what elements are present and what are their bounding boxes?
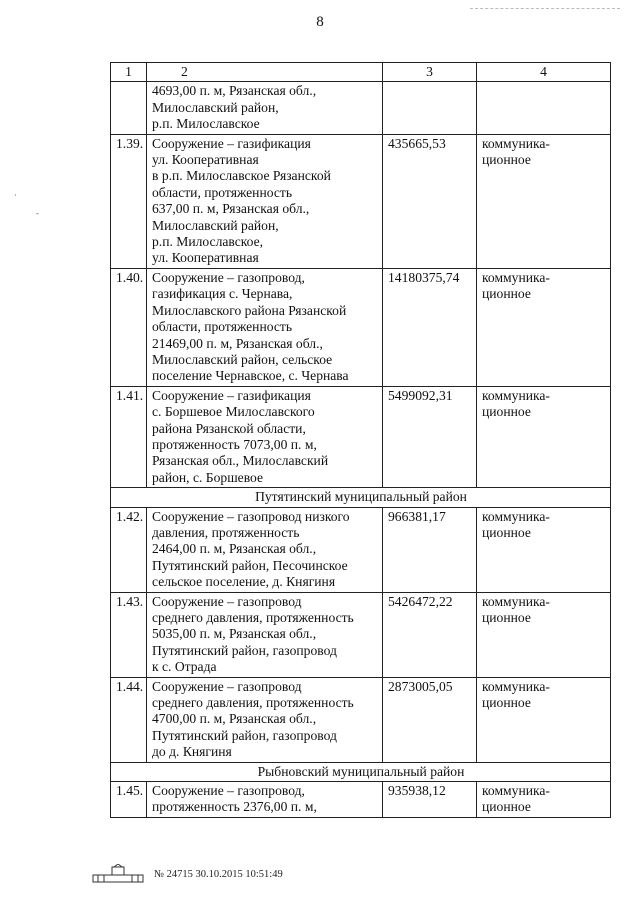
item-number: 1.40. <box>111 268 147 386</box>
item-number: 1.42. <box>111 507 147 592</box>
item-number <box>111 82 147 134</box>
item-value: 435665,53 <box>383 134 477 268</box>
table-header-row <box>111 63 611 82</box>
item-type: коммуника- ционное <box>477 782 611 818</box>
item-description: Сооружение – газификация с. Боршевое Милославского района Рязанской области, протяженность 7073,00 п. м, Рязанская обл., Милославский район, с. Боршевое <box>147 386 383 487</box>
government-building-icon <box>92 864 144 884</box>
page-number: 8 <box>316 14 324 30</box>
item-number: 1.44. <box>111 677 147 762</box>
property-registry-table <box>110 62 611 818</box>
column-header: 2 <box>147 63 383 82</box>
item-number: 1.45. <box>111 782 147 818</box>
district-heading-row <box>111 762 611 781</box>
item-type <box>477 82 611 134</box>
table-row <box>111 134 611 268</box>
item-value: 5426472,22 <box>383 592 477 677</box>
item-number: 1.43. <box>111 592 147 677</box>
item-value: 14180375,74 <box>383 268 477 386</box>
table-row <box>111 386 611 487</box>
table-row <box>111 677 611 762</box>
item-type: коммуника- ционное <box>477 134 611 268</box>
scan-dot: - <box>36 208 39 218</box>
table-row <box>111 82 611 134</box>
item-type: коммуника- ционное <box>477 507 611 592</box>
column-header: 3 <box>383 63 477 82</box>
item-description: Сооружение – газопровод, протяженность 2376,00 п. м, <box>147 782 383 818</box>
table-row <box>111 782 611 818</box>
table-row <box>111 507 611 592</box>
item-type: коммуника- ционное <box>477 386 611 487</box>
item-description: Сооружение – газопровод низкого давления, протяженность 2464,00 п. м, Рязанская обл., Путятинский район, Песочинское сельское поселение, д. Княгиня <box>147 507 383 592</box>
item-type: коммуника- ционное <box>477 592 611 677</box>
district-heading: Путятинский муниципальный район <box>111 488 611 507</box>
scan-edge-mark <box>470 8 620 10</box>
item-value: 2873005,05 <box>383 677 477 762</box>
item-value: 935938,12 <box>383 782 477 818</box>
item-description: Сооружение – газификация ул. Кооперативная в р.п. Милославское Рязанской области, протяженность 637,00 п. м, Рязанская обл., Милославский район, р.п. Милославское, ул. Кооперативная <box>147 134 383 268</box>
item-description: Сооружение – газопровод среднего давления, протяженность 5035,00 п. м, Рязанская обл., Путятинский район, газопровод к с. Отрада <box>147 592 383 677</box>
item-value <box>383 82 477 134</box>
item-value: 966381,17 <box>383 507 477 592</box>
item-number: 1.41. <box>111 386 147 487</box>
item-type: коммуника- ционное <box>477 677 611 762</box>
column-header: 4 <box>477 63 611 82</box>
item-description: Сооружение – газопровод, газификация с. Чернава, Милославского района Рязанской области, протяженность 21469,00 п. м, Рязанская обл., Милославский район, сельское поселение Чернавское, с. Чернава <box>147 268 383 386</box>
column-header: 1 <box>111 63 147 82</box>
scan-dot: · <box>14 190 17 200</box>
district-heading: Рыбновский муниципальный район <box>111 762 611 781</box>
item-description: 4693,00 п. м, Рязанская обл., Милославский район, р.п. Милославское <box>147 82 383 134</box>
table-row <box>111 268 611 386</box>
item-type: коммуника- ционное <box>477 268 611 386</box>
item-description: Сооружение – газопровод среднего давления, протяженность 4700,00 п. м, Рязанская обл., Путятинский район, газопровод до д. Княгиня <box>147 677 383 762</box>
item-number: 1.39. <box>111 134 147 268</box>
district-heading-row <box>111 488 611 507</box>
table-row <box>111 592 611 677</box>
document-stamp: № 24715 30.10.2015 10:51:49 <box>154 868 283 880</box>
document-footer <box>92 864 283 884</box>
item-value: 5499092,31 <box>383 386 477 487</box>
